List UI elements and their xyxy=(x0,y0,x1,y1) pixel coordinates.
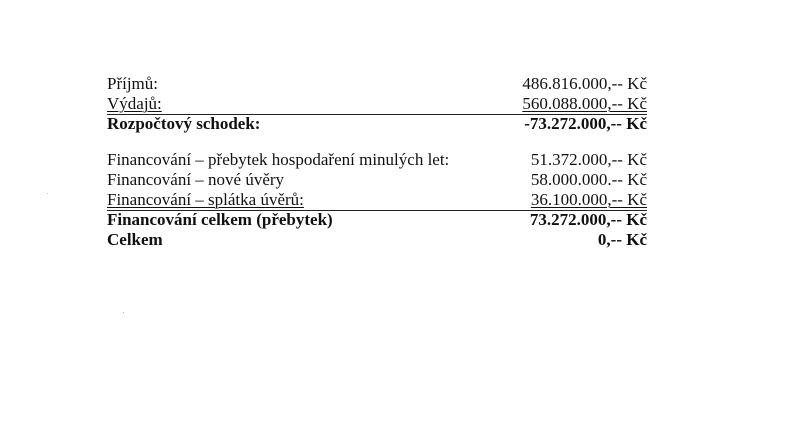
financing-total-label: Financování celkem (přebytek) xyxy=(107,210,333,229)
expenses-label: Výdajů: xyxy=(107,94,162,113)
grand-total-value: 0,-- Kč xyxy=(597,230,647,249)
financing-repayment-value: 36.100.000,-- Kč xyxy=(530,190,647,209)
deficit-value: -73.272.000,-- Kč xyxy=(524,114,647,133)
financing-loans-label: Financování – nové úvěry xyxy=(107,170,285,189)
scan-speck xyxy=(47,193,48,194)
budget-document xyxy=(107,74,647,250)
financing-surplus-row xyxy=(107,150,647,170)
financing-surplus-label: Financování – přebytek hospodaření minulých let: xyxy=(107,150,450,169)
section-gap xyxy=(107,134,647,150)
grand-total-label: Celkem xyxy=(107,230,163,249)
deficit-label: Rozpočtový schodek: xyxy=(107,114,261,133)
financing-total-row xyxy=(107,210,647,230)
expenses-row xyxy=(107,94,647,114)
deficit-row xyxy=(107,114,647,134)
expenses-value: 560.088.000,-- Kč xyxy=(522,94,647,113)
financing-loans-value: 58.000.000.-- Kč xyxy=(530,170,647,189)
grand-total-row xyxy=(107,230,647,250)
scan-speck xyxy=(123,312,124,313)
financing-surplus-value: 51.372.000,-- Kč xyxy=(530,150,647,169)
income-value: 486.816.000,-- Kč xyxy=(522,74,647,93)
financing-repayment-label: Financování – splátka úvěrů: xyxy=(107,190,304,209)
financing-loans-row xyxy=(107,170,647,190)
financing-repayment-row xyxy=(107,190,647,210)
income-row xyxy=(107,74,647,94)
financing-total-value: 73.272.000,-- Kč xyxy=(529,210,647,229)
income-label: Příjmů: xyxy=(107,74,159,93)
